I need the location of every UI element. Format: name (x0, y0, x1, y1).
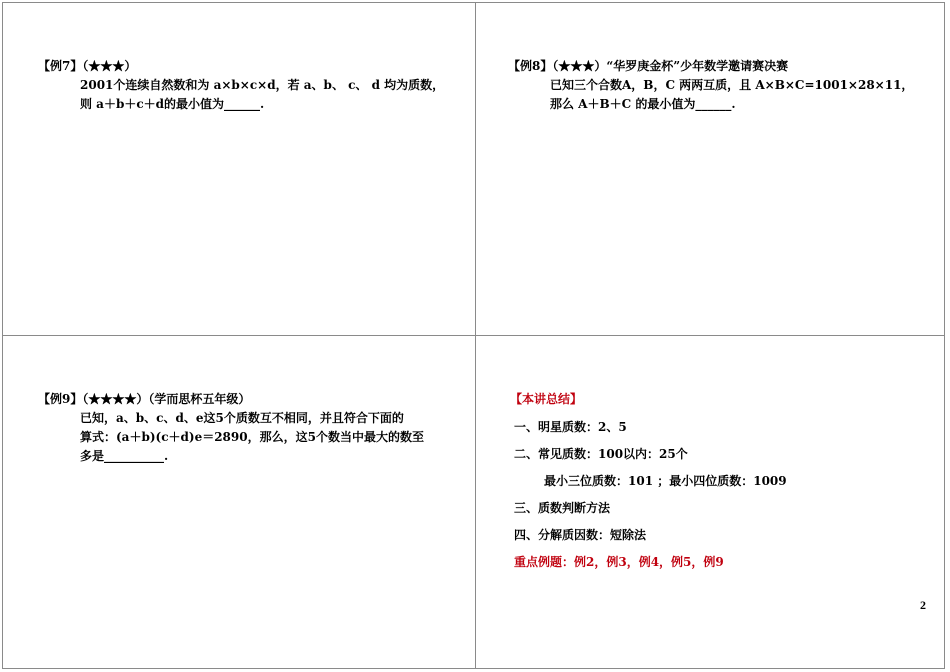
summary-item-1: 一、明星质数：2、5 (514, 420, 627, 434)
horizontal-divider (2, 335, 945, 336)
example-9-heading: 【例9】（★★★★）（学而思杯五年级） (38, 392, 251, 406)
example-8-line-1: 已知三个合数A，B，C 两两互质，且 A×B×C=1001×28×11， (550, 78, 914, 92)
example-9 (38, 390, 424, 466)
example-7-heading: 【例7】（★★★） (38, 59, 137, 73)
example-8 (508, 57, 913, 114)
example-8-line-2: 那么 A＋B＋C 的最小值为______. (550, 97, 736, 111)
example-8-heading: 【例8】（★★★）“华罗庚金杯”少年数学邀请赛决赛 (508, 59, 789, 73)
page-number: 2 (920, 598, 926, 612)
example-9-line-1: 已知，a、b、c、d、e这5个质数互不相同，并且符合下面的 (80, 411, 404, 425)
example-7-line-1: 2001个连续自然数和为 a×b×c×d，若 a、b、 c、 d 均为质数， (80, 78, 445, 92)
example-9-line-3: 多是__________. (80, 449, 169, 463)
example-7-line-2: 则 a＋b＋c＋d的最小值为______. (80, 97, 265, 111)
summary-item-3: 三、质数判断方法 (514, 501, 611, 515)
summary-item-4: 四、分解质因数：短除法 (514, 528, 647, 542)
summary-title: 【本讲总结】 (510, 392, 583, 406)
summary-item-2: 二、常见质数：100以内：25个 (514, 447, 688, 461)
example-7 (38, 57, 444, 114)
example-9-line-2: 算式：(a＋b)(c＋d)e＝2890，那么，这5个数当中最大的数至 (80, 430, 424, 444)
summary-key-examples: 重点例题：例2，例3，例4，例5，例9 (514, 555, 724, 569)
summary-item-2-detail: 最小三位质数：101 ；最小四位质数：1009 (544, 474, 787, 488)
